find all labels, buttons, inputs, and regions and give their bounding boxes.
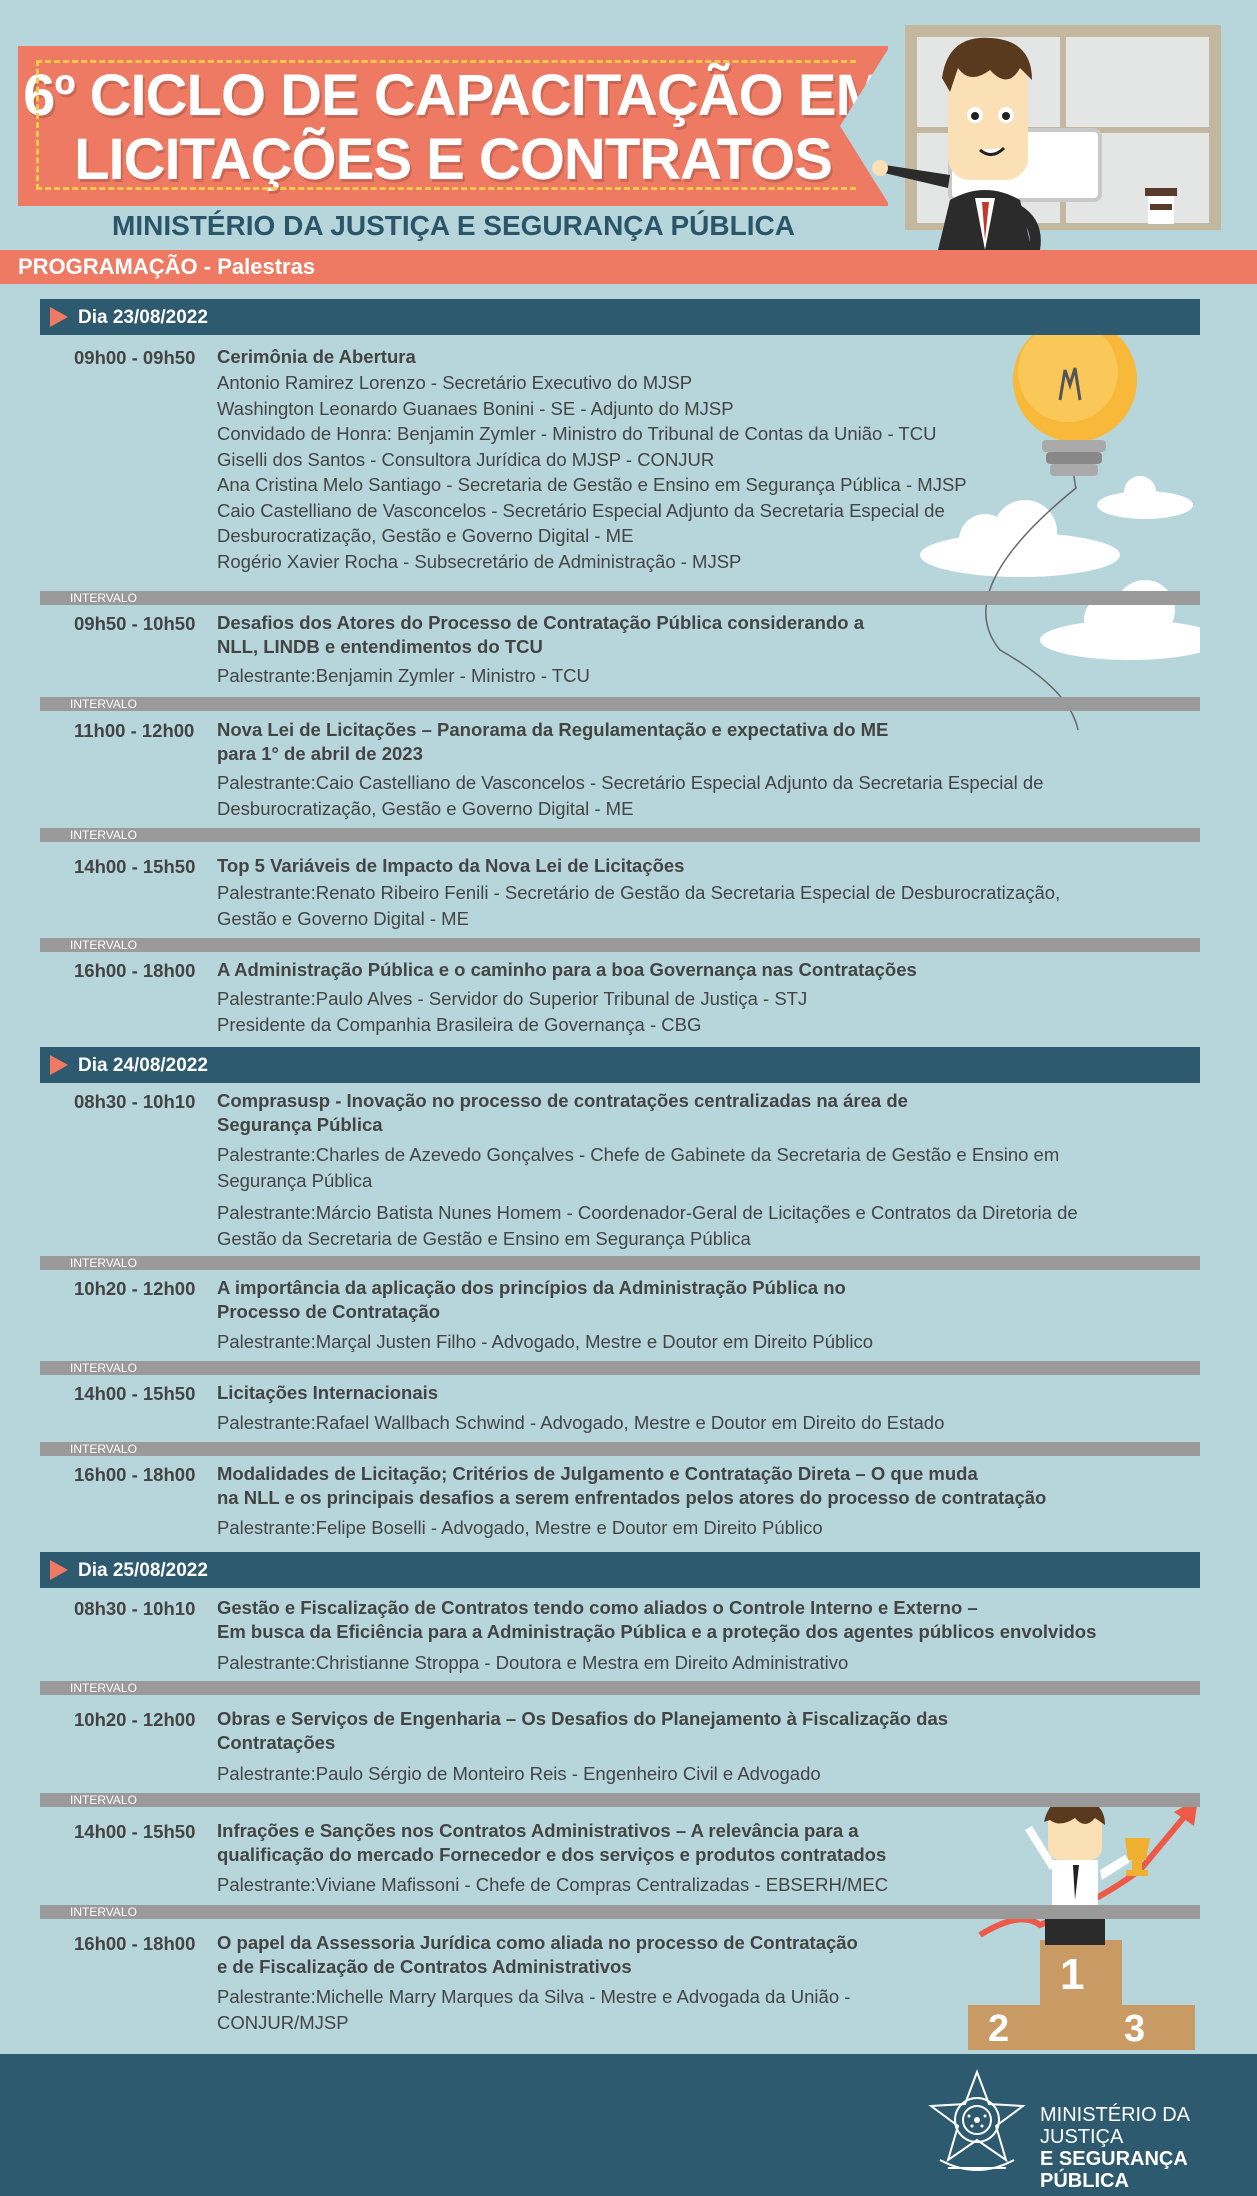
- footer: [0, 2054, 1257, 2196]
- session-time: 08h30 - 10h10: [74, 1598, 196, 1619]
- speaker-line: Palestrante:Marçal Justen Filho - Advogado, Mestre e Doutor em Direito Público: [217, 1331, 874, 1352]
- session-title-line: O papel da Assessoria Jurídica como aliada no processo de Contratação: [217, 1932, 858, 1953]
- interval-bar: [40, 1681, 1200, 1695]
- speaker-line: Palestrante:Michelle Marry Marques da Silva - Mestre e Advogada da União -: [217, 1986, 851, 2007]
- session-title-line: Segurança Pública: [217, 1114, 383, 1135]
- session-time: 16h00 - 18h00: [74, 1464, 196, 1485]
- session-speakers: [217, 1761, 821, 1787]
- session-title: [217, 1089, 908, 1137]
- session-time: 08h30 - 10h10: [74, 1091, 196, 1112]
- speaker-line: Antonio Ramirez Lorenzo - Secretário Executivo do MJSP: [217, 372, 693, 393]
- interval-label: INTERVALO: [70, 938, 137, 952]
- brazil-coat-of-arms-icon: [922, 2068, 1032, 2184]
- footer-ministry: [1040, 2104, 1257, 2192]
- session-title-line: Contratações: [217, 1732, 336, 1753]
- interval-bar: [40, 1442, 1200, 1456]
- title-line-2: LICITAÇÕES E CONTRATOS: [74, 127, 832, 192]
- play-triangle-icon: [50, 1055, 68, 1075]
- speaker-line: Desburocratização, Gestão e Governo Digital - ME: [217, 525, 634, 546]
- speaker-line: Palestrante:Felipe Boselli - Advogado, Mestre e Doutor em Direito Público: [217, 1517, 823, 1538]
- ministry-subtitle: MINISTÉRIO DA JUSTIÇA E SEGURANÇA PÚBLICA: [112, 210, 795, 241]
- session-title: [217, 1707, 948, 1755]
- session-speakers-2: [217, 1200, 1078, 1251]
- interval-label: INTERVALO: [70, 1256, 137, 1270]
- session-title: [217, 611, 864, 659]
- session-speakers: [217, 1329, 873, 1355]
- interval-label: INTERVALO: [70, 1681, 137, 1695]
- session-title-line: Gestão e Fiscalização de Contratos tendo como aliados o Controle Interno e Externo –: [217, 1597, 978, 1618]
- session-speakers: [217, 1872, 888, 1898]
- session-time: 14h00 - 15h50: [74, 1383, 196, 1404]
- programacao-label: PROGRAMAÇÃO - Palestras: [18, 254, 316, 279]
- day-header-1: [40, 299, 1200, 335]
- session-time: 14h00 - 15h50: [74, 856, 196, 877]
- session-speakers: [217, 1515, 823, 1541]
- session-title-line: Desafios dos Atores do Processo de Contratação Pública considerando a: [217, 612, 864, 633]
- session-title-line: Top 5 Variáveis de Impacto da Nova Lei de Licitações: [217, 855, 685, 876]
- speaker-line: Palestrante:Charles de Azevedo Gonçalves - Chefe de Gabinete da Secretaria de Gestão e Ensino em: [217, 1144, 1060, 1165]
- interval-bar: [40, 828, 1200, 842]
- session-title: [217, 718, 888, 766]
- session-title-line: NLL, LINDB e entendimentos do TCU: [217, 636, 543, 657]
- speaker-line: Palestrante:Christianne Stroppa - Doutora e Mestra em Direito Administrativo: [217, 1652, 849, 1673]
- session-title-line: Processo de Contratação: [217, 1301, 441, 1322]
- session-title: [217, 1462, 1046, 1510]
- interval-label: INTERVALO: [70, 828, 137, 842]
- session-title-line: Infrações e Sanções nos Contratos Administrativos – A relevância para a: [217, 1820, 859, 1841]
- session-title-line: Nova Lei de Licitações – Panorama da Regulamentação e expectativa do ME: [217, 719, 889, 740]
- interval-bar: [40, 938, 1200, 952]
- session-time: 10h20 - 12h00: [74, 1709, 196, 1730]
- session-speakers: [217, 1142, 1059, 1193]
- speaker-line: Palestrante:Caio Castelliano de Vasconcelos - Secretário Especial Adjunto da Secretaria Especial de: [217, 772, 1044, 793]
- interval-bar: [40, 1256, 1200, 1270]
- interval-bar: [40, 1793, 1200, 1807]
- podium-first-number: 1: [1060, 1950, 1085, 1999]
- footer-line-1: MINISTÉRIO DA JUSTIÇA: [1040, 2104, 1189, 2148]
- speaker-line: Palestrante:Rafael Wallbach Schwind - Advogado, Mestre e Doutor em Direito do Estado: [217, 1412, 945, 1433]
- session-speakers: [217, 1650, 848, 1676]
- session-title-line: para 1° de abril de 2023: [217, 743, 423, 764]
- interval-label: INTERVALO: [70, 591, 137, 605]
- session-speakers: [217, 770, 1043, 821]
- session-time: 14h00 - 15h50: [74, 1821, 196, 1842]
- speaker-line: Palestrante:Viviane Mafissoni - Chefe de Compras Centralizadas - EBSERH/MEC: [217, 1874, 889, 1895]
- interval-label: INTERVALO: [70, 1793, 137, 1807]
- session-title: [217, 854, 684, 878]
- speaker-line: Gestão da Secretaria de Gestão e Ensino em Segurança Pública: [217, 1227, 751, 1249]
- session-title: [217, 345, 416, 369]
- session-title-line: e de Fiscalização de Contratos Administrativos: [217, 1956, 632, 1977]
- podium-third-number: 3: [1124, 2008, 1146, 2050]
- session-title-line: Modalidades de Licitação; Critérios de Julgamento e Contratação Direta – O que muda: [217, 1463, 978, 1484]
- session-title: [217, 958, 917, 982]
- day-header-3: [40, 1552, 1200, 1588]
- speaker-line: Palestrante:Márcio Batista Nunes Homem - Coordenador-Geral de Licitações e Contratos da Diretoria de: [217, 1202, 1078, 1223]
- session-title-line: A importância da aplicação dos princípios da Administração Pública no: [217, 1277, 846, 1298]
- speaker-line: Gestão e Governo Digital - ME: [217, 907, 469, 929]
- interval-label: INTERVALO: [70, 697, 137, 711]
- speaker-line: Giselli dos Santos - Consultora Jurídica do MJSP - CONJUR: [217, 448, 715, 470]
- footer-line-2: E SEGURANÇA PÚBLICA: [1040, 2148, 1188, 2192]
- speaker-line: Palestrante:Renato Ribeiro Fenili - Secretário de Gestão da Secretaria Especial de Desburocratização,: [217, 882, 1061, 903]
- speaker-line: Convidado de Honra: Benjamin Zymler - Ministro do Tribunal de Contas da União - TCU: [217, 423, 937, 444]
- interval-bar: [40, 1905, 1200, 1919]
- speaker-line: Rogério Xavier Rocha - Subsecretário de Administração - MJSP: [217, 550, 742, 572]
- session-title: [217, 1819, 886, 1867]
- session-title-line: Licitações Internacionais: [217, 1382, 439, 1403]
- speaker-line: Washington Leonardo Guanaes Bonini - SE - Adjunto do MJSP: [217, 397, 734, 419]
- play-triangle-icon: [50, 1560, 68, 1580]
- session-time: 11h00 - 12h00: [74, 720, 195, 741]
- session-speakers: [217, 986, 807, 1037]
- session-speakers: [217, 1410, 944, 1436]
- session-title-line: Em busca da Eficiência para a Administração Pública e a proteção dos agentes públicos envolvidos: [217, 1621, 1097, 1642]
- session-speakers: [217, 663, 590, 689]
- speaker-line: Desburocratização, Gestão e Governo Digital - ME: [217, 797, 634, 819]
- interval-bar: [40, 697, 1200, 711]
- presenter-illustration: [840, 0, 1257, 250]
- session-time: 16h00 - 18h00: [74, 1933, 196, 1954]
- session-title-line: A Administração Pública e o caminho para a boa Governança nas Contratações: [217, 959, 917, 980]
- session-time: 09h00 - 09h50: [74, 347, 196, 368]
- session-time: 09h50 - 10h50: [74, 613, 196, 634]
- speaker-line: Ana Cristina Melo Santiago - Secretaria de Gestão e Ensino em Segurança Pública - MJSP: [217, 474, 967, 495]
- interval-bar: [40, 591, 1200, 605]
- podium-second-number: 2: [988, 2008, 1010, 2050]
- session-speakers: [217, 370, 967, 574]
- speaker-line: Palestrante:Paulo Sérgio de Monteiro Reis - Engenheiro Civil e Advogado: [217, 1763, 821, 1784]
- session-speakers: [217, 1984, 850, 2035]
- day-label: Dia 23/08/2022: [78, 307, 208, 328]
- day-header-2: [40, 1047, 1200, 1083]
- speaker-line: Palestrante:Benjamin Zymler - Ministro - TCU: [217, 665, 590, 686]
- day-label: Dia 25/08/2022: [78, 1560, 208, 1581]
- speaker-line: Caio Castelliano de Vasconcelos - Secretário Especial Adjunto da Secretaria Especial de: [217, 499, 945, 521]
- programacao-bar: [0, 250, 1257, 284]
- speaker-line: Palestrante:Paulo Alves - Servidor do Superior Tribunal de Justiça - STJ: [217, 988, 808, 1009]
- speaker-line: CONJUR/MJSP: [217, 2011, 349, 2033]
- interval-label: INTERVALO: [70, 1442, 137, 1456]
- session-title: [217, 1596, 1096, 1644]
- play-triangle-icon: [50, 307, 68, 327]
- session-title-line: Obras e Serviços de Engenharia – Os Desafios do Planejamento à Fiscalização das: [217, 1708, 949, 1729]
- interval-bar: [40, 1361, 1200, 1375]
- speaker-line: Presidente da Companhia Brasileira de Governança - CBG: [217, 1013, 702, 1035]
- session-title: [217, 1381, 438, 1405]
- session-title-line: qualificação do mercado Fornecedor e dos serviços e produtos contratados: [217, 1844, 887, 1865]
- interval-label: INTERVALO: [70, 1361, 137, 1375]
- session-time: 16h00 - 18h00: [74, 960, 196, 981]
- session-title: [217, 1276, 846, 1324]
- title-line-1: 6º CICLO DE CAPACITAÇÃO EM: [23, 63, 883, 128]
- session-title-line: Comprasusp - Inovação no processo de contratações centralizadas na área de: [217, 1090, 908, 1111]
- interval-label: INTERVALO: [70, 1905, 137, 1919]
- speaker-line: Segurança Pública: [217, 1169, 373, 1191]
- session-title: [217, 1931, 858, 1979]
- session-title-line: Cerimônia de Abertura: [217, 346, 416, 367]
- session-time: 10h20 - 12h00: [74, 1278, 196, 1299]
- day-label: Dia 24/08/2022: [78, 1055, 208, 1076]
- banner-dashed-border: [36, 60, 856, 190]
- session-speakers: [217, 880, 1060, 931]
- session-title-line: na NLL e os principais desafios a serem enfrentados pelos atores do processo de contratação: [217, 1487, 1047, 1508]
